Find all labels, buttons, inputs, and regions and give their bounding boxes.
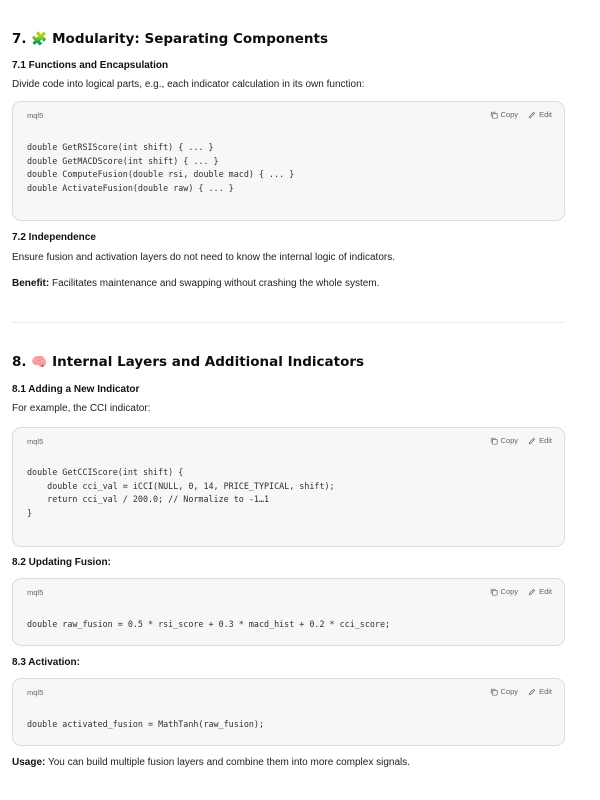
copy-label: Copy xyxy=(500,110,519,119)
copy-button[interactable] xyxy=(490,687,519,696)
subsection-8-3-title: 8.3 Activation: xyxy=(12,657,80,668)
code-line: double raw_fusion = 0.5 * rsi_score + 0.3 * macd_hist + 0.2 * cci_score; xyxy=(27,619,391,629)
copy-icon xyxy=(490,688,498,696)
edit-label: Edit xyxy=(539,687,552,696)
code-line: return cci_val / 200.0; // Normalize to -1…1 xyxy=(27,494,270,505)
benefit-label: Benefit: xyxy=(12,278,50,289)
code-line: double GetCCIScore(int shift) { xyxy=(27,467,184,477)
copy-icon xyxy=(490,588,498,596)
code-line: double GetMACDScore(int shift) { ... } xyxy=(27,155,219,166)
code-line: double ActivateFusion(double raw) { ... } xyxy=(27,182,234,193)
copy-button[interactable] xyxy=(490,436,519,445)
section-8-title: Internal Layers and Additional Indicators xyxy=(52,354,365,370)
subsection-8-1-title: 8.1 Adding a New Indicator xyxy=(12,384,140,395)
puzzle-icon: 🧩 xyxy=(31,32,48,47)
code-line: double ComputeFusion(double rsi, double macd) { ... } xyxy=(27,169,295,180)
code-content xyxy=(27,466,335,520)
usage-text: You can build multiple fusion layers and combine them into more complex signals. xyxy=(45,757,411,768)
subsection-7-2-text: Ensure fusion and activation layers do not need to know the internal logic of indicators. xyxy=(12,252,396,263)
section-7-title: Modularity: Separating Components xyxy=(52,31,329,47)
code-block-8-1 xyxy=(12,427,565,547)
code-header xyxy=(13,428,564,452)
code-actions xyxy=(490,436,552,445)
section-8-heading xyxy=(12,354,364,370)
copy-button[interactable] xyxy=(490,110,519,119)
section-8-number: 8. xyxy=(12,354,27,370)
subsection-7-2-title: 7.2 Independence xyxy=(12,232,96,243)
subsection-8-1-text: For example, the CCI indicator: xyxy=(12,403,151,414)
code-line: } xyxy=(27,507,33,518)
copy-label: Copy xyxy=(500,436,519,445)
subsection-7-1-text: Divide code into logical parts, e.g., each indicator calculation in its own function: xyxy=(12,79,365,90)
section-7-heading xyxy=(12,31,328,47)
code-language-label: mql5 xyxy=(27,437,44,446)
code-language-label: mql5 xyxy=(27,688,44,697)
code-language-label: mql5 xyxy=(27,111,44,120)
benefit-text: Facilitates maintenance and swapping without crashing the whole system. xyxy=(49,278,380,289)
copy-label: Copy xyxy=(500,587,519,596)
code-language-label: mql5 xyxy=(27,588,44,597)
section-divider xyxy=(12,322,565,323)
copy-button[interactable] xyxy=(490,587,519,596)
code-header xyxy=(13,679,564,703)
subsection-7-1-title: 7.1 Functions and Encapsulation xyxy=(12,60,169,71)
copy-label: Copy xyxy=(500,687,519,696)
code-header xyxy=(13,102,564,126)
code-line: double GetRSIScore(int shift) { ... } xyxy=(27,142,214,152)
usage-label: Usage: xyxy=(12,757,46,768)
pencil-icon xyxy=(528,111,536,119)
subsection-8-2-title: 8.2 Updating Fusion: xyxy=(12,557,111,568)
copy-icon xyxy=(490,111,498,119)
edit-button[interactable] xyxy=(528,110,552,119)
usage-paragraph xyxy=(12,757,410,768)
code-actions xyxy=(490,687,552,696)
edit-label: Edit xyxy=(539,436,552,445)
edit-button[interactable] xyxy=(528,436,552,445)
code-actions xyxy=(490,110,552,119)
edit-button[interactable] xyxy=(528,687,552,696)
edit-label: Edit xyxy=(539,110,552,119)
code-content xyxy=(27,141,294,195)
code-line: double activated_fusion = MathTanh(raw_fusion); xyxy=(27,719,264,729)
benefit-paragraph xyxy=(12,278,379,289)
pencil-icon xyxy=(528,588,536,596)
code-block-8-3 xyxy=(12,678,565,746)
edit-label: Edit xyxy=(539,587,552,596)
code-content xyxy=(27,718,264,732)
code-header xyxy=(13,579,564,603)
copy-icon xyxy=(490,437,498,445)
code-actions xyxy=(490,587,552,596)
brain-icon: 🧠 xyxy=(31,355,48,370)
code-block-7-1 xyxy=(12,101,565,221)
section-7-number: 7. xyxy=(12,31,27,47)
code-content xyxy=(27,618,390,632)
code-block-8-2 xyxy=(12,578,565,646)
edit-button[interactable] xyxy=(528,587,552,596)
pencil-icon xyxy=(528,437,536,445)
pencil-icon xyxy=(528,688,536,696)
code-line: double cci_val = iCCI(NULL, 0, 14, PRICE_TYPICAL, shift); xyxy=(27,480,335,491)
